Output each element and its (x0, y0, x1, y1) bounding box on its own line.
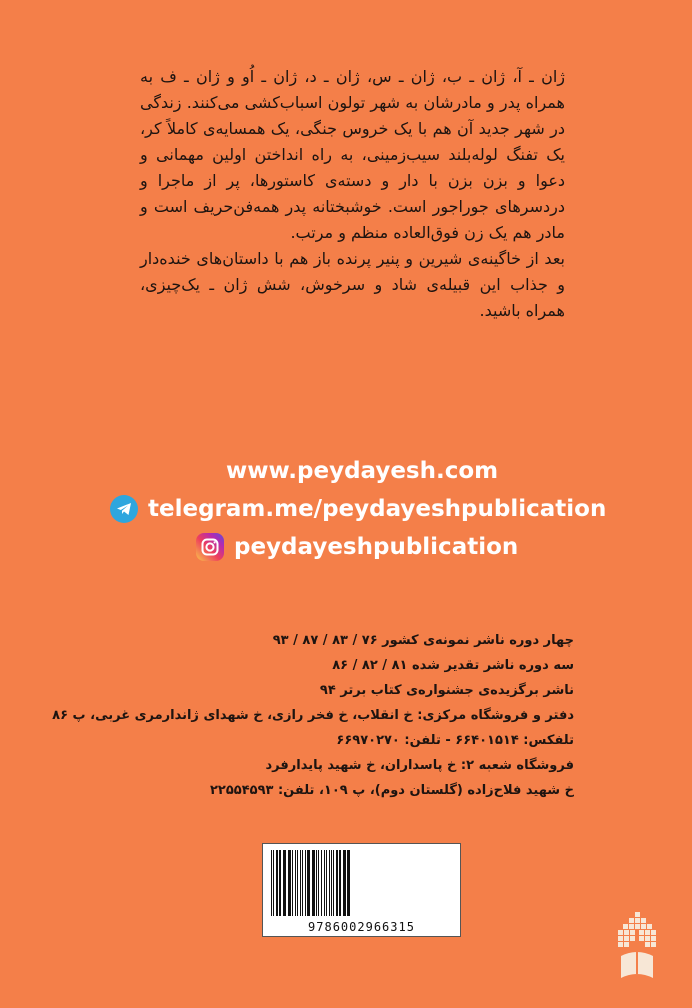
barcode-bar (343, 850, 346, 916)
barcode-bar (326, 850, 327, 916)
isbn-barcode (262, 843, 461, 937)
barcode-bar (331, 850, 332, 916)
barcode-bar (295, 850, 296, 916)
barcode-bar (302, 850, 303, 916)
phone-line: تلفکس: ۶۶۴۰۱۵۱۴ - تلفن: ۶۶۹۷۰۲۷۰ (336, 733, 574, 748)
barcode-bar (333, 850, 334, 916)
award-line-1: چهار دوره ناشر نمونه‌ی کشور ۷۶ / ۸۳ / ۸۷ / ۹۳ (272, 633, 574, 648)
barcode-bar (321, 850, 322, 916)
barcode-bar (347, 850, 350, 916)
barcode-bar (316, 850, 317, 916)
award-line-3: ناشر برگزیده‌ی جشنواره‌ی کتاب برتر ۹۴ (319, 683, 574, 698)
back-cover-blurb (140, 64, 565, 324)
publisher-links (110, 452, 610, 566)
barcode-bar (288, 850, 291, 916)
barcode-bar (279, 850, 281, 916)
barcode-bar (297, 850, 298, 916)
barcode-bar (273, 850, 274, 916)
instagram-handle[interactable]: peydayeshpublication (234, 534, 519, 560)
barcode-bar (276, 850, 278, 916)
barcode-bar (318, 850, 319, 916)
instagram-icon (196, 533, 224, 561)
barcode-bar (305, 850, 306, 916)
barcode-bar (271, 850, 272, 916)
barcode-bar (312, 850, 315, 916)
website-link[interactable]: www.peydayesh.com (226, 458, 499, 484)
barcode-bar (324, 850, 325, 916)
barcode-bar (292, 850, 293, 916)
branch-line-2: خ شهید فلاح‌زاده (گلستان دوم)، پ ۱۰۹، تلفن: ۲۲۵۵۴۵۹۳ (209, 783, 574, 798)
publisher-logo (618, 912, 656, 982)
award-line-2: سه دوره ناشر تقدیر شده ۸۱ / ۸۲ / ۸۶ (332, 658, 574, 673)
blurb-paragraph-1: ژان ـ آ، ژان ـ ب، ژان ـ س، ژان ـ د، ژان ـ اُو و ژان ـ ف به همراه پدر و مادرشان به شهر تولون اسباب‌کشی می‌کنند. زندگی در شهر جدید آن هم با یک خروس جنگی، یک همسایه‌ی کاملاً کر، یک تفنگ لوله‌بلند سیب‌زمینی، به راه انداختن اولین مهمانی و دعوا و بزن بزن با دار و دسته‌ی کاستورها، پر از ماجرا و دردسرهای جوراجور است. خوشبختانه پدر همه‌فن‌حریف است و مادر هم یک زن فوق‌العاده منظم و مرتب. (140, 67, 565, 242)
blurb-paragraph-2: بعد از خاگینه‌ی شیرین و پنیر پرنده باز هم با داستان‌های خنده‌دار و جذاب این قبیله‌ی شاد و سرخوش، شش ژان ـ یک‌چیزی، همراه باشید. (140, 249, 565, 320)
branch-line-1: فروشگاه شعبه ۲: خ پاسداران، خ شهید پایدارفرد (265, 758, 574, 773)
barcode-bar (339, 850, 341, 916)
website-row[interactable] (110, 452, 610, 490)
isbn-number: 9786002966315 (308, 920, 415, 934)
barcode-bar (329, 850, 330, 916)
barcode-bar (300, 850, 301, 916)
telegram-icon (110, 495, 138, 523)
telegram-row[interactable] (110, 490, 610, 528)
publisher-info (52, 628, 574, 803)
barcode-bar (283, 850, 286, 916)
barcode-bar (307, 850, 310, 916)
telegram-link[interactable]: telegram.me/peydayeshpublication (148, 496, 607, 522)
address-line-1: دفتر و فروشگاه مرکزی: خ انقلاب، خ فخر رازی، خ شهدای ژاندارمری غربی، پ ۸۶ (52, 708, 574, 723)
instagram-row[interactable] (110, 528, 610, 566)
barcode-bar (336, 850, 338, 916)
